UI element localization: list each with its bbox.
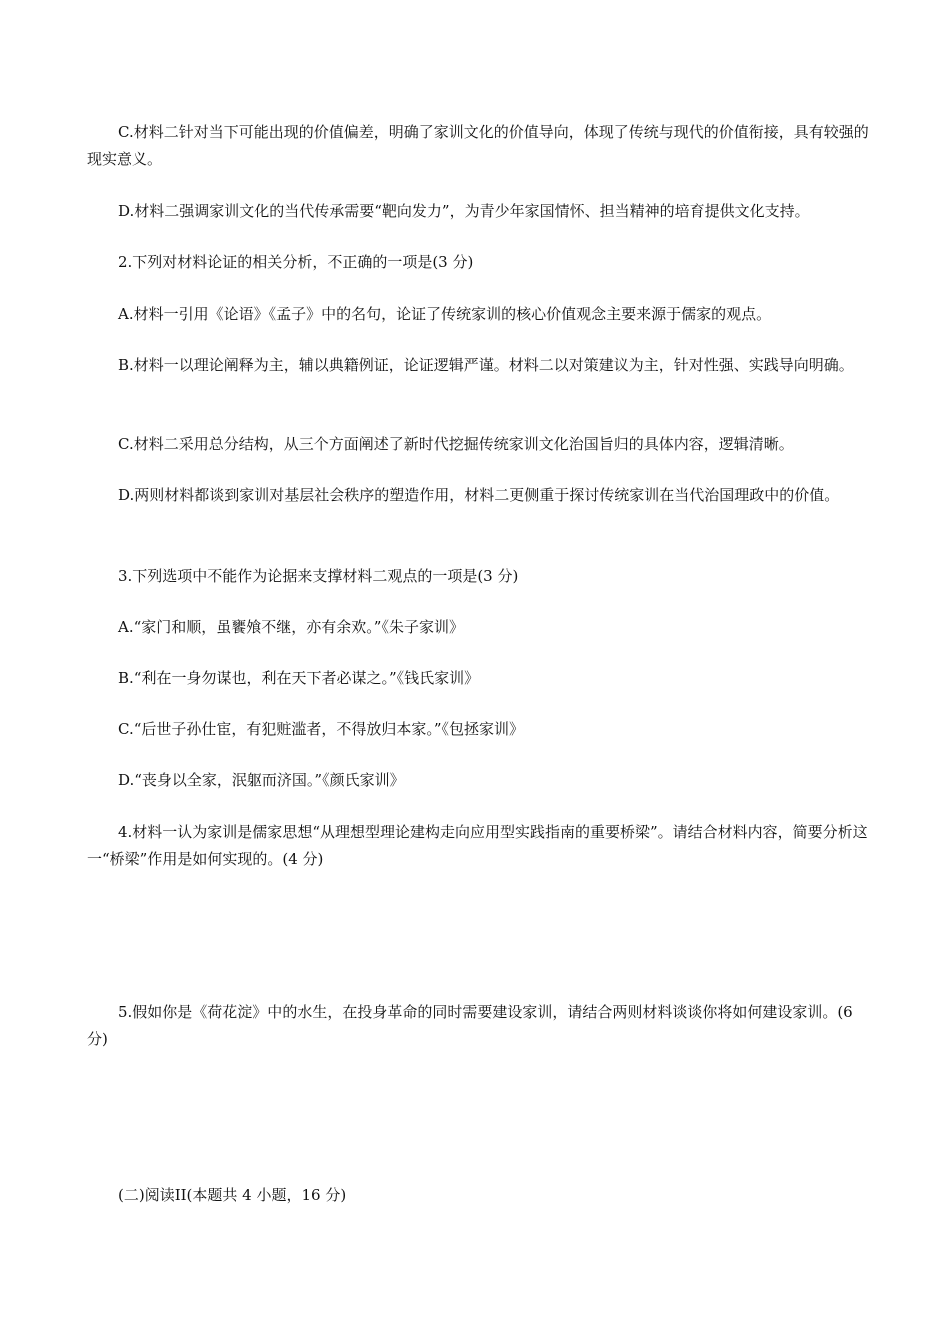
q2-option-a: A.材料一引用《论语》《孟子》中的名句，论证了传统家训的核心价值观念主要来源于儒家的观点。: [118, 305, 772, 323]
q4-stem: 4.材料一认为家训是儒家思想“从理想型理论建构走向应用型实践指南的重要桥梁”。请结合材料内容，简要分析这一“桥梁”作用是如何实现的。(4 分): [87, 823, 868, 868]
q2-stem: 2.下列对材料论证的相关分析，不正确的一项是(3 分): [118, 253, 474, 271]
q2-option-c: C.材料二采用总分结构，从三个方面阐述了新时代挖掘传统家训文化治国旨归的具体内容，逻辑清晰。: [118, 435, 794, 453]
q3-option-c: C.“后世子孙仕宦，有犯赃滥者，不得放归本家。”《包拯家训》: [118, 720, 525, 738]
q3-option-d: D.“丧身以全家，泯躯而济国。”《颜氏家训》: [118, 771, 405, 789]
q1-option-d: D.材料二强调家训文化的当代传承需要“靶向发力”，为青少年家国情怀、担当精神的培育提供文化支持。: [118, 202, 810, 220]
section2-heading: (二)阅读II(本题共 4 小题，16 分): [118, 1186, 347, 1204]
q2-option-b: B.材料一以理论阐释为主，辅以典籍例证，论证逻辑严谨。材料二以对策建议为主，针对性强、实践导向明确。: [118, 356, 854, 374]
q3-option-a: A.“家门和顺，虽饔飧不继，亦有余欢。”《朱子家训》: [118, 618, 464, 636]
q2-option-d: D.两则材料都谈到家训对基层社会秩序的塑造作用，材料二更侧重于探讨传统家训在当代治国理政中的价值。: [118, 486, 840, 504]
q1-option-c: C.材料二针对当下可能出现的价值偏差，明确了家训文化的价值导向，体现了传统与现代的价值衔接，具有较强的现实意义。: [87, 123, 869, 168]
q3-option-b: B.“利在一身勿谋也，利在天下者必谋之。”《钱氏家训》: [118, 669, 480, 687]
q5-stem: 5.假如你是《荷花淀》中的水生，在投身革命的同时需要建设家训，请结合两则材料谈谈你将如何建设家训。(6 分): [87, 1003, 853, 1048]
q3-stem: 3.下列选项中不能作为论据来支撑材料二观点的一项是(3 分): [118, 567, 519, 585]
